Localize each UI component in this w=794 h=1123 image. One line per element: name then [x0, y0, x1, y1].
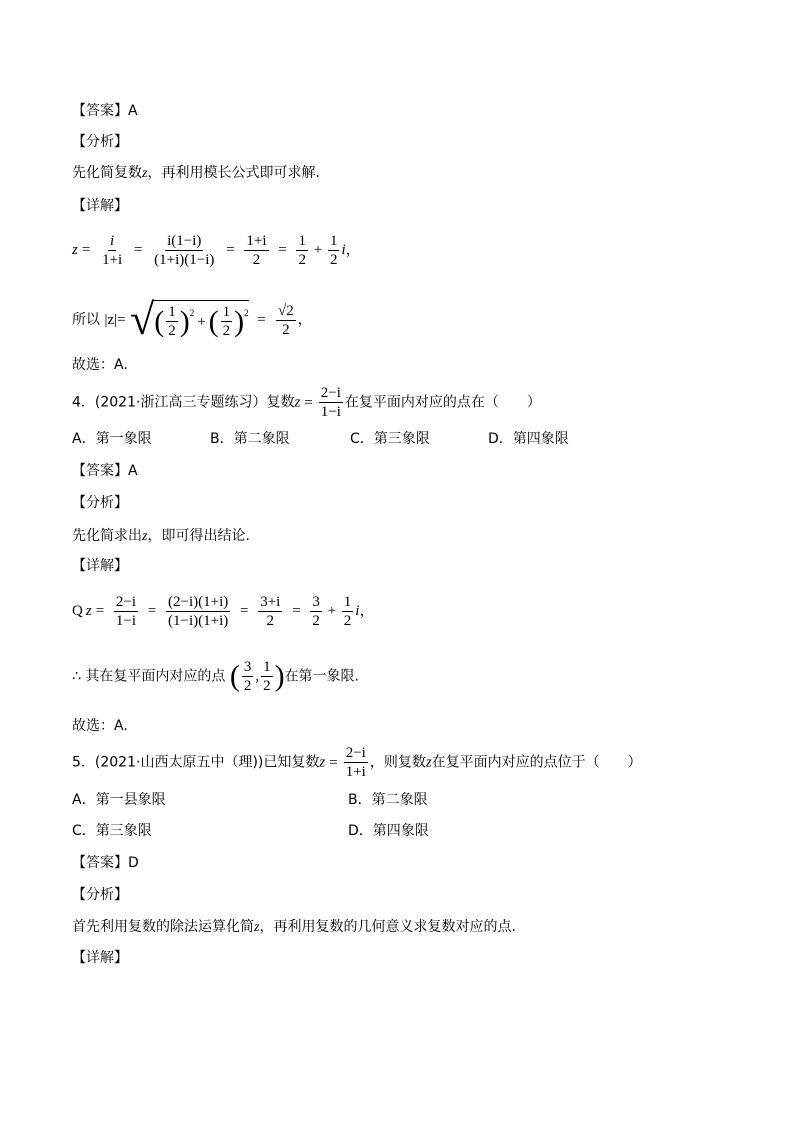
- eq3-frac2: [166, 593, 230, 630]
- paren-left-icon-2: (: [208, 304, 219, 338]
- answer-label-3: 【答案】D: [72, 855, 139, 871]
- z-var: z: [142, 166, 148, 181]
- eq3-frac4-den: 2: [312, 613, 320, 629]
- eq3-frac4-num: 3: [312, 594, 320, 610]
- q4-option-d[interactable]: D．第四象限: [488, 431, 569, 447]
- eq2-half-2-num: 1: [222, 304, 231, 320]
- eq1-eq2: =: [133, 241, 143, 258]
- eq4-pre: ∴ 其在复平面内对应的点: [72, 668, 226, 685]
- q4-option-c[interactable]: C．第三象限: [350, 431, 430, 447]
- eq4-frac1-num: 3: [243, 659, 252, 675]
- eq4-frac1-den: 2: [243, 678, 252, 694]
- eq3-eq4: =: [292, 602, 301, 619]
- q5-option-b[interactable]: B．第二象限: [348, 792, 428, 808]
- eq3-z: z: [85, 602, 92, 619]
- analysis-text-1-b: ，再利用模长公式即可求解.: [147, 165, 320, 181]
- eq1-i: i: [341, 241, 346, 258]
- q5-option-a[interactable]: A．第一县象限: [72, 792, 166, 808]
- q5-eq: =: [329, 754, 338, 771]
- q5-frac: [344, 744, 368, 781]
- q4-z: z: [294, 394, 301, 411]
- analysis-label-1: 【分析】: [72, 134, 128, 150]
- eq3-frac5-num: 1: [343, 594, 352, 610]
- analysis-text-2-a: 先化简求出: [72, 528, 142, 544]
- eq1-frac3: [244, 232, 268, 269]
- eq3-plus: +: [327, 602, 337, 619]
- eq4-frac2: [261, 658, 273, 695]
- eq1-frac2: [152, 232, 216, 269]
- eq3-frac1: [114, 593, 138, 630]
- eq2-result: [276, 302, 296, 339]
- eq1-frac2-num: i(1−i): [167, 233, 202, 249]
- eq1-frac1: [100, 232, 124, 269]
- q5-mid: ，则复数: [369, 754, 426, 771]
- eq1-frac1-den: 1+i: [102, 252, 123, 268]
- eq2-sqrt: [130, 295, 249, 344]
- eq1-frac3-den: 2: [252, 252, 261, 268]
- equation-2: [72, 295, 312, 344]
- q4-tail: 在复平面内对应的点在（ ）: [344, 394, 541, 411]
- analysis-label-3: 【分析】: [72, 887, 128, 903]
- analysis-text-3-a: 首先利用复数的除法运算化简: [72, 919, 254, 935]
- analysis-text-3: [72, 917, 516, 938]
- eq3-frac3-num: 3+i: [260, 594, 281, 610]
- detail-label-2: 【详解】: [72, 558, 128, 574]
- q4-frac: [319, 384, 343, 421]
- eq2-half-1: [166, 303, 178, 340]
- q5-frac-num: 2−i: [345, 745, 366, 761]
- eq2-half-2: [221, 303, 233, 340]
- choice-2: 故选：A.: [72, 718, 128, 734]
- eq1-frac4-den: 2: [298, 252, 306, 268]
- analysis-label-2: 【分析】: [72, 495, 128, 511]
- paren-right-icon: ): [179, 304, 190, 338]
- q5-option-d[interactable]: D．第四象限: [348, 823, 429, 839]
- paren-left-icon-3: (: [229, 659, 240, 693]
- answer-label-1: 【答案】A: [72, 103, 138, 119]
- detail-label-3: 【详解】: [72, 950, 128, 966]
- equation-1: [72, 232, 361, 269]
- q5-tail: 在复平面内对应的点位于（ ）: [431, 754, 642, 771]
- eq1-z: z: [72, 241, 78, 258]
- q4-frac-den: 1−i: [320, 404, 341, 420]
- detail-label-1: 【详解】: [72, 198, 128, 214]
- eq1-frac4-num: 1: [298, 233, 306, 249]
- eq2-result-num: √2: [278, 302, 294, 319]
- q5-option-c[interactable]: C．第三象限: [72, 823, 152, 839]
- q5-stem: 5．(2021·山西太原五中（理))已知复数: [72, 754, 320, 771]
- analysis-text-2-z: z: [142, 529, 148, 544]
- eq1-frac5-den: 2: [329, 252, 338, 268]
- eq4-frac2-den: 2: [263, 678, 271, 694]
- eq1-frac3-num: 1+i: [246, 233, 267, 249]
- eq3-eq: =: [95, 602, 105, 619]
- paren-right-icon-2: ): [234, 304, 245, 338]
- paren-left-icon: (: [154, 304, 165, 338]
- eq4-frac1: [242, 658, 254, 695]
- equation-3: [72, 593, 374, 630]
- eq2-result-den: 2: [282, 321, 290, 338]
- eq3-frac5-den: 2: [343, 613, 352, 629]
- eq3-eq3: =: [240, 602, 249, 619]
- choice-1: 故选：A.: [72, 357, 128, 373]
- eq2-sq-2: 2: [244, 308, 249, 318]
- analysis-text-3-b: ，再利用复数的几何意义求复数对应的点.: [259, 919, 516, 935]
- paren-right-icon-3: ): [274, 659, 285, 693]
- q5-options-row2: [72, 821, 429, 841]
- eq3-frac2-num: (2−i)(1+i): [168, 594, 229, 610]
- eq1-frac2-den: (1+i)(1−i): [154, 252, 215, 268]
- q4-option-b[interactable]: B．第二象限: [210, 431, 290, 447]
- eq3-frac5: [342, 593, 354, 630]
- eq1-frac4: [296, 232, 308, 269]
- eq3-frac1-den: 1−i: [115, 613, 137, 629]
- eq2-abs: |z|=: [104, 312, 126, 328]
- eq2-tail: ，: [297, 312, 312, 328]
- q5-z2: z: [425, 754, 432, 771]
- eq1-frac5: [328, 232, 340, 269]
- analysis-text-2: [72, 526, 250, 547]
- eq4-comma: ,: [255, 668, 260, 685]
- eq3-frac2-den: (1−i)(1+i): [168, 613, 229, 629]
- eq3-q: Q: [72, 602, 83, 619]
- eq3-tail: ，: [359, 602, 375, 619]
- eq3-frac1-num: 2−i: [115, 594, 137, 610]
- q4-frac-num: 2−i: [320, 385, 341, 401]
- sqrt-icon: √: [130, 295, 155, 344]
- q4-eq: =: [304, 394, 313, 411]
- q5-z: z: [319, 754, 326, 771]
- q4-options: [72, 429, 569, 449]
- eq4-post: 在第一象限.: [284, 668, 360, 685]
- eq3-eq2: =: [147, 602, 157, 619]
- eq3-frac3: [258, 593, 282, 630]
- question-5: [72, 744, 642, 781]
- eq1-tail: ，: [345, 241, 361, 258]
- eq1-frac1-num: i: [110, 233, 115, 249]
- question-4: [72, 384, 541, 421]
- eq3-i: i: [355, 602, 360, 619]
- eq1-frac5-num: 1: [329, 233, 338, 249]
- q4-stem: 4．(2021·浙江高三专题练习）复数: [72, 394, 295, 411]
- eq2-half-1-num: 1: [168, 304, 176, 320]
- eq2-eq: =: [257, 312, 266, 328]
- q4-option-a[interactable]: A．第一象限: [72, 431, 152, 447]
- eq2-plus: +: [197, 313, 206, 330]
- eq1-eq4: =: [278, 241, 287, 258]
- analysis-text-2-b: ，即可得出结论.: [147, 528, 250, 544]
- q5-options-row1: [72, 790, 428, 810]
- q5-frac-den: 1+i: [345, 764, 366, 780]
- analysis-text-3-z: z: [254, 920, 260, 935]
- analysis-text-1-a: 先化简复数: [72, 165, 142, 181]
- eq2-half-1-den: 2: [168, 323, 176, 339]
- equation-4: [72, 658, 359, 695]
- eq2-pre: 所以: [72, 312, 100, 328]
- eq1-plus: +: [313, 241, 323, 258]
- answer-label-2: 【答案】A: [72, 463, 138, 479]
- eq2-sq-1: 2: [189, 308, 195, 318]
- eq2-sqrt-body: [154, 300, 248, 340]
- eq3-frac3-den: 2: [266, 613, 275, 629]
- eq4-frac2-num: 1: [263, 659, 271, 675]
- eq1-eq3: =: [226, 241, 235, 258]
- eq3-frac4: [310, 593, 322, 630]
- analysis-text-1: [72, 163, 320, 184]
- eq2-half-2-den: 2: [222, 323, 231, 339]
- eq1-eq: =: [81, 241, 91, 258]
